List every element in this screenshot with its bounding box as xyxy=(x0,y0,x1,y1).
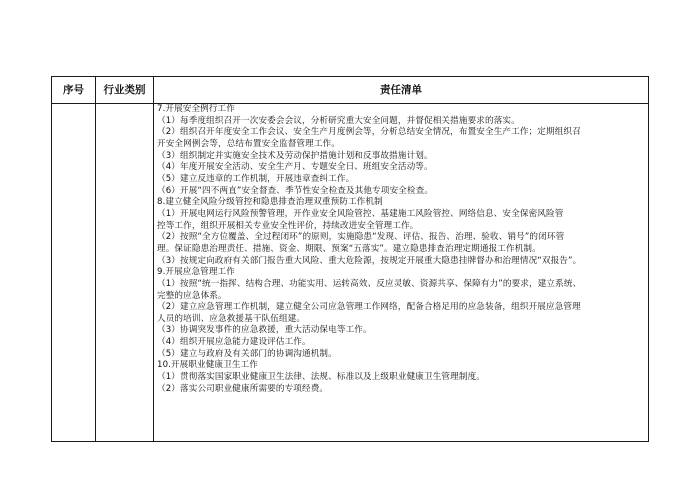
list-item: 控等工作，组织开展相关专业安全性评价，持续改进安全管理工作。 xyxy=(157,220,419,231)
list-item: （2）落实公司职业健康所需要的专项经费。 xyxy=(157,383,329,394)
header-no: 序号 xyxy=(52,77,96,104)
list-item: 完整的应急体系。 xyxy=(157,290,227,301)
list-item: 理。保证隐患治理责任、措施、资金、期限、预案“五落实”。建立隐患排查治理定期通报工作机制。 xyxy=(157,243,541,254)
list-item: （2）组织召开年度安全工作会议、安全生产月度例会等，分析总结安全情况，布置安全生产工作；定期组织召 xyxy=(157,127,581,138)
responsibility-table xyxy=(51,76,649,442)
list-item: （4）年度开展安全活动、安全生产月、专题安全日、班组安全活动等。 xyxy=(157,162,433,173)
list-item: （1）贯彻落实国家职业健康卫生法律、法规、标准以及上级职业健康卫生管理制度。 xyxy=(157,372,485,383)
list-item: （3）组织制定并实施安全技术及劳动保护措施计划和反事故措施计划。 xyxy=(157,150,433,161)
list-item: （3）协调突发事件的应急救援，重大活动保电等工作。 xyxy=(157,325,372,336)
responsibility-list xyxy=(157,104,644,395)
table-row xyxy=(52,104,649,442)
list-item: 人员的培训、应急救援基干队伍组建。 xyxy=(157,313,306,324)
list-item: （3）按规定向政府有关部门报告重大风险、重大危险源，按规定开展重大隐患挂牌督办和治理情况“双报告”。 xyxy=(157,255,582,266)
list-item: （5）建立与政府及有关部门的协调沟通机制。 xyxy=(157,348,337,359)
list-item: （1）按照“统一指挥、结构合理、功能实用、运转高效、反应灵敏、资源共享、保障有力”的要求，建立系统、 xyxy=(157,278,582,289)
list-item: （1）每季度组织召开一次安委会会议，分析研究重大安全问题，并督促相关措施要求的落实。 xyxy=(157,115,520,126)
cell-no xyxy=(52,104,96,442)
table-header-row xyxy=(52,77,649,104)
cell-industry xyxy=(96,104,154,442)
list-item: （4）组织开展应急能力建设评估工作。 xyxy=(157,337,311,348)
list-item: 开安全网例会等，总结布置安全监督管理工作。 xyxy=(157,138,340,149)
header-industry: 行业类别 xyxy=(96,77,154,104)
list-item: （2）建立应急管理工作机制，建立健全公司应急管理工作网络，配备合格足用的应急装备，组织开展应急管理 xyxy=(157,302,581,313)
header-list: 责任清单 xyxy=(154,77,649,104)
list-item: （6）开展“四不两直”安全督查、季节性安全检查及其他专项安全检查。 xyxy=(157,185,434,196)
list-item: （2）按照“全方位覆盖、全过程闭环”的原则，实施隐患“发现、评估、报告、治理、验收、销号”的闭环管 xyxy=(157,232,565,243)
section-heading: 7.开展安全例行工作 xyxy=(157,104,235,114)
list-item: （5）建立反违章的工作机制，开展违章查纠工作。 xyxy=(157,173,355,184)
section-heading: 8.建立健全风险分级管控和隐患排查治理双重预防工作机制 xyxy=(157,197,383,208)
list-item: （1）开展电网运行风险预警管理，开作业安全风险管控、基建施工风险管控、网络信息、安全保密风险管 xyxy=(157,208,564,219)
section-heading: 9.开展应急管理工作 xyxy=(157,267,235,278)
cell-list xyxy=(154,104,649,442)
section-heading: 10.开展职业健康卫生工作 xyxy=(157,360,258,371)
